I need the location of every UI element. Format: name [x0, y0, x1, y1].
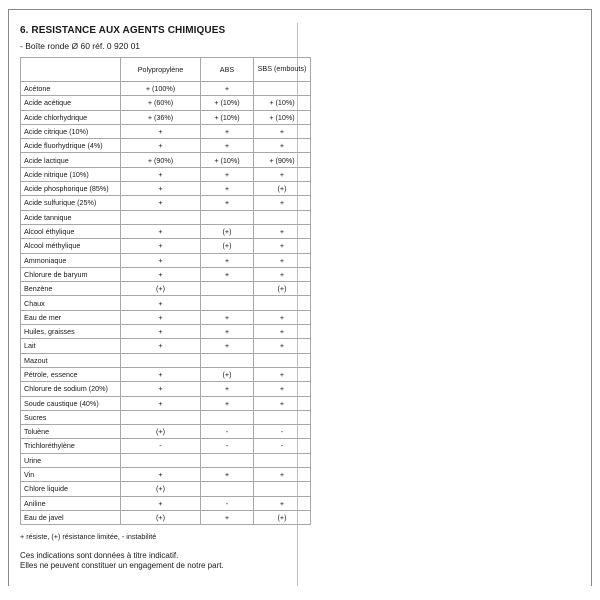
sbs-value: +	[254, 124, 311, 138]
polypropylene-value: +	[121, 267, 201, 281]
agent-name: Acétone	[21, 82, 121, 96]
abs-value: +	[201, 325, 254, 339]
agent-name: Acide lactique	[21, 153, 121, 167]
polypropylene-value: +	[121, 239, 201, 253]
abs-value: +	[201, 396, 254, 410]
section-title: 6. RESISTANCE AUX AGENTS CHIMIQUES	[20, 25, 226, 36]
agent-name: Acide fluorhydrique (4%)	[21, 139, 121, 153]
sbs-value: +	[254, 382, 311, 396]
sbs-value: + (10%)	[254, 96, 311, 110]
abs-value: (+)	[201, 239, 254, 253]
section-subtitle: - Boîte ronde Ø 60 réf. 0 920 01	[20, 41, 141, 51]
abs-value: +	[201, 310, 254, 324]
abs-value: +	[201, 167, 254, 181]
abs-value: +	[201, 382, 254, 396]
agent-name: Sucres	[21, 410, 121, 424]
table-row	[21, 253, 311, 267]
polypropylene-value: +	[121, 339, 201, 353]
abs-value	[201, 410, 254, 424]
polypropylene-value: +	[121, 167, 201, 181]
table-row	[21, 196, 311, 210]
sbs-value: +	[254, 167, 311, 181]
table-row	[21, 139, 311, 153]
agent-name: Aniline	[21, 496, 121, 510]
sbs-value: + (10%)	[254, 110, 311, 124]
sbs-value: -	[254, 439, 311, 453]
abs-value: +	[201, 124, 254, 138]
table-row	[21, 496, 311, 510]
abs-value	[201, 353, 254, 367]
polypropylene-value: (+)	[121, 282, 201, 296]
agent-name: Ammoniaque	[21, 253, 121, 267]
agent-name: Pétrole, essence	[21, 367, 121, 381]
agent-name: Lait	[21, 339, 121, 353]
table-row	[21, 167, 311, 181]
agent-name: Acide acétique	[21, 96, 121, 110]
agent-name: Huiles, graisses	[21, 325, 121, 339]
polypropylene-value	[121, 453, 201, 467]
sbs-value: +	[254, 339, 311, 353]
sbs-value: +	[254, 367, 311, 381]
sbs-value: (+)	[254, 182, 311, 196]
agent-name: Acide tannique	[21, 210, 121, 224]
disclaimer-notes	[20, 551, 224, 571]
polypropylene-value: +	[121, 310, 201, 324]
sbs-value: -	[254, 425, 311, 439]
agent-name: Chaux	[21, 296, 121, 310]
polypropylene-value: +	[121, 496, 201, 510]
sbs-value: + (90%)	[254, 153, 311, 167]
agent-name: Chlore liquide	[21, 482, 121, 496]
agent-name: Toluène	[21, 425, 121, 439]
sbs-value: +	[254, 468, 311, 482]
table-row	[21, 153, 311, 167]
table-row	[21, 210, 311, 224]
table-row	[21, 468, 311, 482]
abs-value: (+)	[201, 367, 254, 381]
agent-name: Acide citrique (10%)	[21, 124, 121, 138]
sbs-value: +	[254, 253, 311, 267]
sbs-value: +	[254, 496, 311, 510]
polypropylene-value: +	[121, 253, 201, 267]
abs-value: + (10%)	[201, 153, 254, 167]
abs-value: +	[201, 339, 254, 353]
table-row	[21, 124, 311, 138]
polypropylene-value: (+)	[121, 425, 201, 439]
agent-name: Benzène	[21, 282, 121, 296]
abs-value: + (10%)	[201, 110, 254, 124]
header-agent	[21, 58, 121, 82]
table-row	[21, 182, 311, 196]
polypropylene-value: +	[121, 124, 201, 138]
abs-value: +	[201, 267, 254, 281]
table-row	[21, 310, 311, 324]
sbs-value	[254, 296, 311, 310]
table-row	[21, 425, 311, 439]
legend: + résiste, (+) résistance limitée, - instabilité	[20, 532, 157, 541]
abs-value: +	[201, 139, 254, 153]
table-body	[21, 82, 311, 525]
agent-name: Trichloréthylène	[21, 439, 121, 453]
abs-value: -	[201, 496, 254, 510]
page-frame-left	[8, 9, 9, 586]
sbs-value: (+)	[254, 510, 311, 524]
table-row	[21, 82, 311, 96]
abs-value: +	[201, 182, 254, 196]
agent-name: Eau de mer	[21, 310, 121, 324]
table-row	[21, 367, 311, 381]
agent-name: Vin	[21, 468, 121, 482]
table-row	[21, 96, 311, 110]
abs-value	[201, 453, 254, 467]
agent-name: Acide nitrique (10%)	[21, 167, 121, 181]
polypropylene-value: + (36%)	[121, 110, 201, 124]
sbs-value: +	[254, 396, 311, 410]
abs-value	[201, 282, 254, 296]
sbs-value: +	[254, 196, 311, 210]
table-row	[21, 453, 311, 467]
agent-name: Alcool méthylique	[21, 239, 121, 253]
sbs-value	[254, 453, 311, 467]
table-header-row	[21, 58, 311, 82]
abs-value: +	[201, 253, 254, 267]
polypropylene-value: +	[121, 382, 201, 396]
sbs-value	[254, 210, 311, 224]
polypropylene-value: +	[121, 296, 201, 310]
abs-value: + (10%)	[201, 96, 254, 110]
polypropylene-value	[121, 410, 201, 424]
disclaimer-line: Elles ne peuvent constituer un engagement de notre part.	[20, 561, 224, 570]
agent-name: Acide chlorhydrique	[21, 110, 121, 124]
abs-value: -	[201, 439, 254, 453]
polypropylene-value: + (90%)	[121, 153, 201, 167]
table-row	[21, 239, 311, 253]
table-row	[21, 325, 311, 339]
polypropylene-value: +	[121, 139, 201, 153]
table-row	[21, 482, 311, 496]
sbs-value: (+)	[254, 282, 311, 296]
agent-name: Soude caustique (40%)	[21, 396, 121, 410]
polypropylene-value: +	[121, 468, 201, 482]
polypropylene-value: -	[121, 439, 201, 453]
polypropylene-value: +	[121, 182, 201, 196]
sbs-value	[254, 82, 311, 96]
agent-name: Alcool éthylique	[21, 224, 121, 238]
table-row	[21, 382, 311, 396]
table-row	[21, 410, 311, 424]
header-polypropylene: Polypropylène	[121, 58, 201, 82]
disclaimer-line: Ces indications sont données à titre indicatif.	[20, 551, 179, 560]
page-frame-right	[591, 9, 592, 586]
table-row	[21, 353, 311, 367]
table-row	[21, 224, 311, 238]
polypropylene-value	[121, 353, 201, 367]
polypropylene-value: +	[121, 224, 201, 238]
sbs-value: +	[254, 267, 311, 281]
sbs-value: +	[254, 239, 311, 253]
table-row	[21, 339, 311, 353]
table-row	[21, 267, 311, 281]
agent-name: Urine	[21, 453, 121, 467]
agent-name: Acide phosphorique (85%)	[21, 182, 121, 196]
polypropylene-value: (+)	[121, 482, 201, 496]
polypropylene-value: +	[121, 367, 201, 381]
abs-value: -	[201, 425, 254, 439]
header-abs: ABS	[201, 58, 254, 82]
sbs-value	[254, 482, 311, 496]
polypropylene-value: + (100%)	[121, 82, 201, 96]
sbs-value	[254, 353, 311, 367]
agent-name: Chlorure de baryum	[21, 267, 121, 281]
abs-value: +	[201, 82, 254, 96]
agent-name: Acide sulfurique (25%)	[21, 196, 121, 210]
agent-name: Eau de javel	[21, 510, 121, 524]
table-row	[21, 282, 311, 296]
table-row	[21, 296, 311, 310]
chemical-resistance-table	[20, 57, 311, 525]
polypropylene-value: +	[121, 396, 201, 410]
table-row	[21, 439, 311, 453]
sbs-value: +	[254, 224, 311, 238]
abs-value	[201, 296, 254, 310]
table-row	[21, 396, 311, 410]
sbs-value: +	[254, 139, 311, 153]
abs-value	[201, 482, 254, 496]
polypropylene-value: (+)	[121, 510, 201, 524]
polypropylene-value	[121, 210, 201, 224]
abs-value	[201, 210, 254, 224]
abs-value: +	[201, 468, 254, 482]
header-sbs: SBS (embouts)	[254, 58, 311, 82]
sbs-value: +	[254, 325, 311, 339]
abs-value: +	[201, 510, 254, 524]
abs-value: +	[201, 196, 254, 210]
sbs-value: +	[254, 310, 311, 324]
sbs-value	[254, 410, 311, 424]
agent-name: Mazout	[21, 353, 121, 367]
abs-value: (+)	[201, 224, 254, 238]
table-row	[21, 510, 311, 524]
table-row	[21, 110, 311, 124]
polypropylene-value: +	[121, 196, 201, 210]
polypropylene-value: + (60%)	[121, 96, 201, 110]
page-frame-top	[8, 9, 592, 10]
polypropylene-value: +	[121, 325, 201, 339]
agent-name: Chlorure de sodium (20%)	[21, 382, 121, 396]
